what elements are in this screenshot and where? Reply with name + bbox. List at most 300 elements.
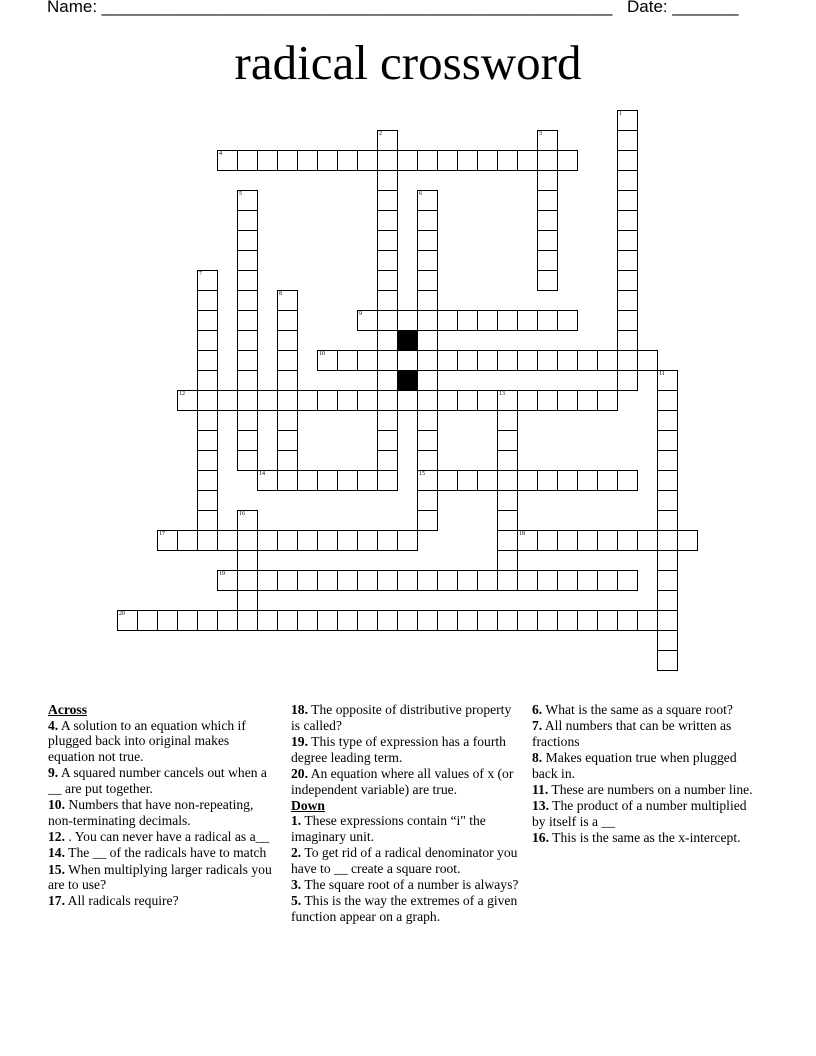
across-clue-9: 9. A squared number cancels out when a __ are put together. <box>48 765 267 797</box>
grid-cell[interactable] <box>277 330 298 351</box>
grid-cell[interactable] <box>557 310 578 331</box>
grid-cell[interactable] <box>417 510 438 531</box>
grid-cell[interactable] <box>337 530 358 551</box>
grid-cell[interactable] <box>577 390 598 411</box>
grid-cell[interactable] <box>197 450 218 471</box>
grid-cell[interactable] <box>297 530 318 551</box>
grid-cell[interactable] <box>517 390 538 411</box>
grid-cell[interactable] <box>577 610 598 631</box>
grid-cell[interactable] <box>417 290 438 311</box>
grid-cell[interactable] <box>497 510 518 531</box>
grid-cell[interactable] <box>357 150 378 171</box>
down-clue-16: 16. This is the same as the x-intercept. <box>532 830 741 846</box>
grid-cell[interactable] <box>657 630 678 651</box>
grid-cell[interactable] <box>617 310 638 331</box>
grid-cell[interactable] <box>497 430 518 451</box>
grid-cell[interactable] <box>517 310 538 331</box>
grid-cell[interactable] <box>537 170 558 191</box>
grid-cell[interactable] <box>457 350 478 371</box>
clue-number-label: 1 <box>619 111 622 117</box>
grid-cell[interactable] <box>597 470 618 491</box>
grid-cell[interactable] <box>397 350 418 371</box>
grid-cell[interactable] <box>237 230 258 251</box>
page-title: radical crossword <box>234 35 582 90</box>
grid-cell[interactable] <box>457 610 478 631</box>
grid-cell[interactable] <box>197 470 218 491</box>
across-clue-14: 14. The __ of the radicals have to match <box>48 845 267 861</box>
grid-cell[interactable] <box>537 390 558 411</box>
grid-cell[interactable] <box>277 570 298 591</box>
across-clue-18: 18. The opposite of distributive property is called? <box>291 702 512 733</box>
down-clue-2: 2. To get rid of a radical denominator you have to __ create a square root. <box>291 845 518 877</box>
grid-cell[interactable] <box>297 390 318 411</box>
grid-cell[interactable] <box>197 390 218 411</box>
grid-cell[interactable] <box>337 610 358 631</box>
grid-cell[interactable] <box>617 190 638 211</box>
grid-cell[interactable] <box>237 150 258 171</box>
grid-cell[interactable] <box>277 610 298 631</box>
grid-cell[interactable] <box>237 390 258 411</box>
grid-cell[interactable] <box>377 230 398 251</box>
grid-cell[interactable] <box>277 410 298 431</box>
clue-number-label: 16 <box>239 511 245 517</box>
clue-number-label: 12 <box>179 391 185 397</box>
black-grid-cell <box>397 370 418 391</box>
grid-cell[interactable] <box>497 530 518 551</box>
grid-cell[interactable] <box>317 610 338 631</box>
grid-cell[interactable] <box>357 390 378 411</box>
grid-cell[interactable] <box>557 150 578 171</box>
grid-cell[interactable] <box>597 530 618 551</box>
grid-cell[interactable] <box>577 570 598 591</box>
clue-number-label: 5 <box>239 191 242 197</box>
grid-cell[interactable] <box>617 110 638 131</box>
grid-cell[interactable] <box>457 470 478 491</box>
grid-cell[interactable] <box>537 270 558 291</box>
grid-cell[interactable] <box>237 570 258 591</box>
grid-cell[interactable] <box>277 450 298 471</box>
clue-number-label: 11 <box>659 371 665 377</box>
black-grid-cell <box>397 330 418 351</box>
grid-cell[interactable] <box>617 270 638 291</box>
grid-cell[interactable] <box>457 150 478 171</box>
grid-cell[interactable] <box>217 150 238 171</box>
grid-cell[interactable] <box>237 330 258 351</box>
grid-cell[interactable] <box>317 390 338 411</box>
grid-cell[interactable] <box>417 230 438 251</box>
grid-cell[interactable] <box>597 390 618 411</box>
grid-cell[interactable] <box>177 530 198 551</box>
grid-cell[interactable] <box>517 150 538 171</box>
grid-cell[interactable] <box>437 610 458 631</box>
grid-cell[interactable] <box>257 390 278 411</box>
grid-cell[interactable] <box>197 350 218 371</box>
grid-cell[interactable] <box>377 170 398 191</box>
grid-cell[interactable] <box>477 390 498 411</box>
grid-cell[interactable] <box>497 350 518 371</box>
grid-cell[interactable] <box>237 370 258 391</box>
grid-cell[interactable] <box>257 610 278 631</box>
grid-cell[interactable] <box>517 610 538 631</box>
grid-cell[interactable] <box>197 610 218 631</box>
grid-cell[interactable] <box>617 570 638 591</box>
grid-cell[interactable] <box>417 310 438 331</box>
clue-number-label: 3 <box>539 131 542 137</box>
grid-cell[interactable] <box>477 150 498 171</box>
grid-cell[interactable] <box>637 610 658 631</box>
grid-cell[interactable] <box>317 150 338 171</box>
down-heading: Down <box>291 797 325 813</box>
grid-cell[interactable] <box>197 410 218 431</box>
grid-cell[interactable] <box>657 410 678 431</box>
grid-cell[interactable] <box>377 270 398 291</box>
grid-cell[interactable] <box>257 470 278 491</box>
grid-cell[interactable] <box>217 610 238 631</box>
name-field-label: Name: ______________________________________________________ <box>47 0 613 16</box>
grid-cell[interactable] <box>577 470 598 491</box>
grid-cell[interactable] <box>557 390 578 411</box>
grid-cell[interactable] <box>197 270 218 291</box>
grid-cell[interactable] <box>277 290 298 311</box>
grid-cell[interactable] <box>657 510 678 531</box>
grid-cell[interactable] <box>197 430 218 451</box>
grid-cell[interactable] <box>537 210 558 231</box>
grid-cell[interactable] <box>657 470 678 491</box>
grid-cell[interactable] <box>277 430 298 451</box>
grid-cell[interactable] <box>277 470 298 491</box>
grid-cell[interactable] <box>537 530 558 551</box>
grid-cell[interactable] <box>497 310 518 331</box>
clue-number-label: 13 <box>499 391 505 397</box>
grid-cell[interactable] <box>537 570 558 591</box>
grid-cell[interactable] <box>377 310 398 331</box>
grid-cell[interactable] <box>277 310 298 331</box>
across-clue-20: 20. An equation where all values of x (or independent variable) are true. <box>291 765 514 797</box>
grid-cell[interactable] <box>557 350 578 371</box>
grid-cell[interactable] <box>357 570 378 591</box>
grid-cell[interactable] <box>197 290 218 311</box>
grid-cell[interactable] <box>277 350 298 371</box>
grid-cell[interactable] <box>417 390 438 411</box>
grid-cell[interactable] <box>217 530 238 551</box>
grid-cell[interactable] <box>357 530 378 551</box>
grid-cell[interactable] <box>417 150 438 171</box>
clue-number-label: 8 <box>279 291 282 297</box>
grid-cell[interactable] <box>617 530 638 551</box>
grid-cell[interactable] <box>237 550 258 571</box>
grid-cell[interactable] <box>417 370 438 391</box>
grid-cell[interactable] <box>237 310 258 331</box>
grid-cell[interactable] <box>457 390 478 411</box>
grid-cell[interactable] <box>617 210 638 231</box>
clue-number-label: 10 <box>319 351 325 357</box>
grid-cell[interactable] <box>537 190 558 211</box>
grid-cell[interactable] <box>417 330 438 351</box>
grid-cell[interactable] <box>177 610 198 631</box>
grid-cell[interactable] <box>437 150 458 171</box>
grid-cell[interactable] <box>397 150 418 171</box>
clue-number-label: 15 <box>419 471 425 477</box>
grid-cell[interactable] <box>337 350 358 371</box>
grid-cell[interactable] <box>237 190 258 211</box>
grid-cell[interactable] <box>497 610 518 631</box>
across-clue-10: 10. Numbers that have non-repeating, non-terminating decimals. <box>48 797 254 828</box>
clue-number-label: 18 <box>519 531 525 537</box>
grid-cell[interactable] <box>657 390 678 411</box>
clue-number-label: 7 <box>199 271 202 277</box>
clue-number-label: 9 <box>359 311 362 317</box>
grid-cell[interactable] <box>517 570 538 591</box>
grid-cell[interactable] <box>377 190 398 211</box>
grid-cell[interactable] <box>237 270 258 291</box>
clue-number-label: 2 <box>379 131 382 137</box>
grid-cell[interactable] <box>557 610 578 631</box>
grid-cell[interactable] <box>417 610 438 631</box>
grid-cell[interactable] <box>257 530 278 551</box>
down-clue-5: 5. This is the way the extremes of a given function appear on a graph. <box>291 893 518 925</box>
grid-cell[interactable] <box>237 430 258 451</box>
grid-cell[interactable] <box>597 570 618 591</box>
grid-cell[interactable] <box>657 490 678 511</box>
grid-cell[interactable] <box>417 450 438 471</box>
grid-cell[interactable] <box>237 610 258 631</box>
grid-cell[interactable] <box>657 370 678 391</box>
grid-cell[interactable] <box>537 350 558 371</box>
grid-cell[interactable] <box>417 410 438 431</box>
grid-cell[interactable] <box>317 470 338 491</box>
grid-cell[interactable] <box>237 590 258 611</box>
grid-cell[interactable] <box>337 390 358 411</box>
grid-cell[interactable] <box>417 430 438 451</box>
grid-cell[interactable] <box>377 250 398 271</box>
grid-cell[interactable] <box>537 130 558 151</box>
grid-cell[interactable] <box>617 330 638 351</box>
grid-cell[interactable] <box>617 350 638 371</box>
grid-cell[interactable] <box>277 390 298 411</box>
grid-cell[interactable] <box>557 470 578 491</box>
grid-cell[interactable] <box>177 390 198 411</box>
clue-number-label: 19 <box>219 571 225 577</box>
grid-cell[interactable] <box>617 610 638 631</box>
down-clue-6: 6. What is the same as a square root? <box>532 702 733 717</box>
grid-cell[interactable] <box>377 130 398 151</box>
grid-cell[interactable] <box>497 150 518 171</box>
grid-cell[interactable] <box>657 430 678 451</box>
grid-cell[interactable] <box>417 250 438 271</box>
grid-cell[interactable] <box>297 470 318 491</box>
down-clue-13: 13. The product of a number multiplied by itself is a __ <box>532 798 747 829</box>
grid-cell[interactable] <box>437 570 458 591</box>
grid-cell[interactable] <box>617 230 638 251</box>
grid-cell[interactable] <box>437 310 458 331</box>
grid-cell[interactable] <box>377 570 398 591</box>
grid-cell[interactable] <box>337 150 358 171</box>
grid-cell[interactable] <box>477 610 498 631</box>
grid-cell[interactable] <box>457 310 478 331</box>
grid-cell[interactable] <box>197 530 218 551</box>
down-clue-7: 7. All numbers that can be written as fractions <box>532 718 732 749</box>
grid-cell[interactable] <box>397 530 418 551</box>
grid-cell[interactable] <box>197 510 218 531</box>
grid-cell[interactable] <box>417 490 438 511</box>
grid-cell[interactable] <box>337 470 358 491</box>
grid-cell[interactable] <box>417 470 438 491</box>
grid-cell[interactable] <box>437 390 458 411</box>
grid-cell[interactable] <box>357 310 378 331</box>
grid-cell[interactable] <box>657 570 678 591</box>
grid-cell[interactable] <box>377 450 398 471</box>
grid-cell[interactable] <box>197 310 218 331</box>
grid-cell[interactable] <box>497 490 518 511</box>
across-clue-17: 17. All radicals require? <box>48 893 179 909</box>
grid-cell[interactable] <box>237 290 258 311</box>
down-clue-11: 11. These are numbers on a number line. <box>532 782 753 798</box>
grid-cell[interactable] <box>497 550 518 571</box>
grid-cell[interactable] <box>517 530 538 551</box>
grid-cell[interactable] <box>437 470 458 491</box>
grid-cell[interactable] <box>377 530 398 551</box>
clue-column-3 <box>532 702 758 846</box>
grid-cell[interactable] <box>377 290 398 311</box>
grid-cell[interactable] <box>237 250 258 271</box>
grid-cell[interactable] <box>537 150 558 171</box>
grid-cell[interactable] <box>577 530 598 551</box>
grid-cell[interactable] <box>517 470 538 491</box>
grid-cell[interactable] <box>237 530 258 551</box>
grid-cell[interactable] <box>497 390 518 411</box>
grid-cell[interactable] <box>657 450 678 471</box>
grid-cell[interactable] <box>237 350 258 371</box>
grid-cell[interactable] <box>117 610 138 631</box>
grid-cell[interactable] <box>417 570 438 591</box>
grid-cell[interactable] <box>657 650 678 671</box>
grid-cell[interactable] <box>157 610 178 631</box>
grid-cell[interactable] <box>417 210 438 231</box>
grid-cell[interactable] <box>557 530 578 551</box>
grid-cell[interactable] <box>237 410 258 431</box>
grid-cell[interactable] <box>617 470 638 491</box>
grid-cell[interactable] <box>377 410 398 431</box>
grid-cell[interactable] <box>477 310 498 331</box>
grid-cell[interactable] <box>157 530 178 551</box>
grid-cell[interactable] <box>137 610 158 631</box>
grid-cell[interactable] <box>537 470 558 491</box>
grid-cell[interactable] <box>657 590 678 611</box>
grid-cell[interactable] <box>477 570 498 591</box>
grid-cell[interactable] <box>637 350 658 371</box>
grid-cell[interactable] <box>537 230 558 251</box>
clue-number-label: 20 <box>119 611 125 617</box>
grid-cell[interactable] <box>237 510 258 531</box>
grid-cell[interactable] <box>357 350 378 371</box>
grid-cell[interactable] <box>477 350 498 371</box>
grid-cell[interactable] <box>677 530 698 551</box>
grid-cell[interactable] <box>617 370 638 391</box>
grid-cell[interactable] <box>217 570 238 591</box>
grid-cell[interactable] <box>557 570 578 591</box>
grid-cell[interactable] <box>237 450 258 471</box>
grid-cell[interactable] <box>477 470 498 491</box>
grid-cell[interactable] <box>277 530 298 551</box>
grid-cell[interactable] <box>597 610 618 631</box>
grid-cell[interactable] <box>537 250 558 271</box>
grid-cell[interactable] <box>377 370 398 391</box>
grid-cell[interactable] <box>497 570 518 591</box>
grid-cell[interactable] <box>417 190 438 211</box>
grid-cell[interactable] <box>617 250 638 271</box>
grid-cell[interactable] <box>277 370 298 391</box>
grid-cell[interactable] <box>497 450 518 471</box>
grid-cell[interactable] <box>377 350 398 371</box>
grid-cell[interactable] <box>377 470 398 491</box>
down-clue-8: 8. Makes equation true when plugged back in. <box>532 750 737 781</box>
grid-cell[interactable] <box>657 550 678 571</box>
grid-cell[interactable] <box>657 610 678 631</box>
grid-cell[interactable] <box>297 570 318 591</box>
grid-cell[interactable] <box>617 150 638 171</box>
grid-cell[interactable] <box>457 570 478 591</box>
grid-cell[interactable] <box>237 210 258 231</box>
grid-cell[interactable] <box>657 530 678 551</box>
grid-cell[interactable] <box>197 370 218 391</box>
grid-cell[interactable] <box>277 150 298 171</box>
grid-cell[interactable] <box>597 350 618 371</box>
grid-cell[interactable] <box>537 610 558 631</box>
grid-cell[interactable] <box>377 330 398 351</box>
grid-cell[interactable] <box>377 430 398 451</box>
grid-cell[interactable] <box>317 350 338 371</box>
grid-cell[interactable] <box>397 390 418 411</box>
grid-cell[interactable] <box>357 610 378 631</box>
grid-cell[interactable] <box>297 150 318 171</box>
grid-cell[interactable] <box>397 310 418 331</box>
grid-cell[interactable] <box>377 610 398 631</box>
grid-cell[interactable] <box>537 310 558 331</box>
grid-cell[interactable] <box>197 490 218 511</box>
grid-cell[interactable] <box>417 350 438 371</box>
grid-cell[interactable] <box>417 270 438 291</box>
grid-cell[interactable] <box>317 570 338 591</box>
grid-cell[interactable] <box>357 470 378 491</box>
grid-cell[interactable] <box>297 610 318 631</box>
grid-cell[interactable] <box>637 530 658 551</box>
grid-cell[interactable] <box>377 150 398 171</box>
clue-number-label: 17 <box>159 531 165 537</box>
down-clue-3: 3. The square root of a number is always? <box>291 877 519 893</box>
grid-cell[interactable] <box>497 470 518 491</box>
grid-cell[interactable] <box>617 290 638 311</box>
grid-cell[interactable] <box>197 330 218 351</box>
grid-cell[interactable] <box>617 130 638 151</box>
grid-cell[interactable] <box>617 170 638 191</box>
grid-cell[interactable] <box>217 390 238 411</box>
grid-cell[interactable] <box>437 350 458 371</box>
down-clue-1: 1. These expressions contain “i" the imaginary unit. <box>291 813 486 845</box>
clue-number-label: 14 <box>259 471 265 477</box>
grid-cell[interactable] <box>497 410 518 431</box>
grid-cell[interactable] <box>377 390 398 411</box>
grid-cell[interactable] <box>257 570 278 591</box>
grid-cell[interactable] <box>577 350 598 371</box>
clue-number-label: 6 <box>419 191 422 197</box>
grid-cell[interactable] <box>397 610 418 631</box>
grid-cell[interactable] <box>337 570 358 591</box>
grid-cell[interactable] <box>397 570 418 591</box>
grid-cell[interactable] <box>377 210 398 231</box>
grid-cell[interactable] <box>317 530 338 551</box>
grid-cell[interactable] <box>517 350 538 371</box>
grid-cell[interactable] <box>257 150 278 171</box>
